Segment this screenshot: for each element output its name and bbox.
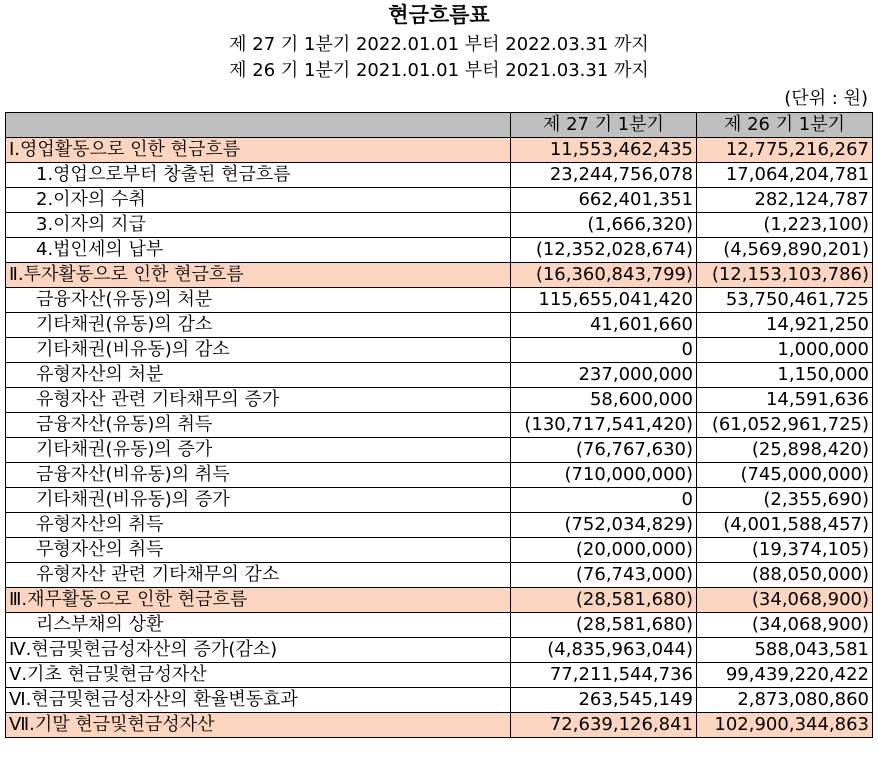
row-value-current: (1,666,320) (511, 213, 697, 238)
row-value-current: 23,244,756,078 (511, 163, 697, 188)
header-prior-period: 제 26 기 1분기 (697, 113, 873, 138)
table-row (6, 138, 873, 163)
table-row (6, 563, 873, 588)
row-value-prior: 1,000,000 (697, 338, 873, 363)
row-value-current: 58,600,000 (511, 388, 697, 413)
row-label: 유형자산 관련 기타채무의 증가 (6, 388, 511, 413)
table-row (6, 263, 873, 288)
row-value-prior: (19,374,105) (697, 538, 873, 563)
row-label: Ⅰ.영업활동으로 인한 현금흐름 (6, 138, 511, 163)
row-label: 기타채권(비유동)의 감소 (6, 338, 511, 363)
row-value-prior: (61,052,961,725) (697, 413, 873, 438)
row-value-prior: 99,439,220,422 (697, 663, 873, 688)
row-value-current: 41,601,660 (511, 313, 697, 338)
row-label: Ⅶ.기말 현금및현금성자산 (6, 713, 511, 738)
row-label: 유형자산 관련 기타채무의 감소 (6, 563, 511, 588)
row-value-current: 0 (511, 338, 697, 363)
row-label: Ⅴ.기초 현금및현금성자산 (6, 663, 511, 688)
table-row (6, 513, 873, 538)
row-value-prior: (12,153,103,786) (697, 263, 873, 288)
row-label: 무형자산의 취득 (6, 538, 511, 563)
row-value-prior: (2,355,690) (697, 488, 873, 513)
table-row (6, 438, 873, 463)
row-label: 기타채권(유동)의 감소 (6, 313, 511, 338)
table-row (6, 288, 873, 313)
cash-flow-table (5, 112, 873, 738)
table-row (6, 688, 873, 713)
header-label (6, 113, 511, 138)
row-label: 금융자산(유동)의 취득 (6, 413, 511, 438)
table-row (6, 588, 873, 613)
table-row (6, 188, 873, 213)
table-row (6, 163, 873, 188)
row-value-current: 0 (511, 488, 697, 513)
row-value-prior: (4,569,890,201) (697, 238, 873, 263)
row-value-current: (76,743,000) (511, 563, 697, 588)
row-value-prior: 282,124,787 (697, 188, 873, 213)
row-value-current: (76,767,630) (511, 438, 697, 463)
row-value-prior: 12,775,216,267 (697, 138, 873, 163)
table-row (6, 713, 873, 738)
row-label: 4.법인세의 납부 (6, 238, 511, 263)
row-value-prior: (745,000,000) (697, 463, 873, 488)
row-label: 유형자산의 취득 (6, 513, 511, 538)
row-label: 기타채권(유동)의 증가 (6, 438, 511, 463)
row-value-prior: (88,050,000) (697, 563, 873, 588)
row-value-prior: (25,898,420) (697, 438, 873, 463)
table-row (6, 363, 873, 388)
table-row (6, 338, 873, 363)
row-value-prior: 1,150,000 (697, 363, 873, 388)
row-value-current: 11,553,462,435 (511, 138, 697, 163)
row-label: 기타채권(비유동)의 증가 (6, 488, 511, 513)
row-label: Ⅱ.투자활동으로 인한 현금흐름 (6, 263, 511, 288)
table-row (6, 213, 873, 238)
row-label: 3.이자의 지급 (6, 213, 511, 238)
row-value-prior: (34,068,900) (697, 588, 873, 613)
row-value-prior: 14,921,250 (697, 313, 873, 338)
row-value-current: (4,835,963,044) (511, 638, 697, 663)
table-row (6, 313, 873, 338)
row-value-prior: (4,001,588,457) (697, 513, 873, 538)
row-value-prior: (34,068,900) (697, 613, 873, 638)
page-title: 현금흐름표 (388, 3, 490, 27)
row-label: Ⅵ.현금및현금성자산의 환율변동효과 (6, 688, 511, 713)
row-value-prior: 588,043,581 (697, 638, 873, 663)
table-row (6, 238, 873, 263)
row-value-current: 72,639,126,841 (511, 713, 697, 738)
table-row (6, 663, 873, 688)
row-value-prior: 102,900,344,863 (697, 713, 873, 738)
row-value-prior: 14,591,636 (697, 388, 873, 413)
table-header-row (6, 113, 873, 138)
table-row (6, 638, 873, 663)
period-current: 제 27 기 1분기 2022.01.01 부터 2022.03.31 까지 (229, 34, 649, 55)
table-row (6, 388, 873, 413)
row-label: Ⅲ.재무활동으로 인한 현금흐름 (6, 588, 511, 613)
row-value-prior: 2,873,080,860 (697, 688, 873, 713)
table-row (6, 613, 873, 638)
row-label: Ⅳ.현금및현금성자산의 증가(감소) (6, 638, 511, 663)
row-value-current: 115,655,041,420 (511, 288, 697, 313)
row-value-current: (16,360,843,799) (511, 263, 697, 288)
row-label: 리스부채의 상환 (6, 613, 511, 638)
row-value-prior: 53,750,461,725 (697, 288, 873, 313)
row-value-prior: 17,064,204,781 (697, 163, 873, 188)
row-value-current: (710,000,000) (511, 463, 697, 488)
row-value-current: 237,000,000 (511, 363, 697, 388)
row-value-current: (752,034,829) (511, 513, 697, 538)
table-row (6, 463, 873, 488)
row-label: 금융자산(유동)의 처분 (6, 288, 511, 313)
table-row (6, 538, 873, 563)
row-label: 유형자산의 처분 (6, 363, 511, 388)
row-value-current: 77,211,544,736 (511, 663, 697, 688)
row-value-current: (20,000,000) (511, 538, 697, 563)
row-label: 1.영업으로부터 창출된 현금흐름 (6, 163, 511, 188)
header-current-period: 제 27 기 1분기 (511, 113, 697, 138)
table-row (6, 488, 873, 513)
row-label: 금융자산(비유동)의 취득 (6, 463, 511, 488)
unit-label: (단위 : 원) (784, 88, 868, 109)
row-value-current: (28,581,680) (511, 613, 697, 638)
row-value-current: (12,352,028,674) (511, 238, 697, 263)
row-value-current: 263,545,149 (511, 688, 697, 713)
period-prior: 제 26 기 1분기 2021.01.01 부터 2021.03.31 까지 (229, 60, 649, 81)
row-value-current: 662,401,351 (511, 188, 697, 213)
row-value-current: (28,581,680) (511, 588, 697, 613)
row-label: 2.이자의 수취 (6, 188, 511, 213)
row-value-prior: (1,223,100) (697, 213, 873, 238)
row-value-current: (130,717,541,420) (511, 413, 697, 438)
table-row (6, 413, 873, 438)
